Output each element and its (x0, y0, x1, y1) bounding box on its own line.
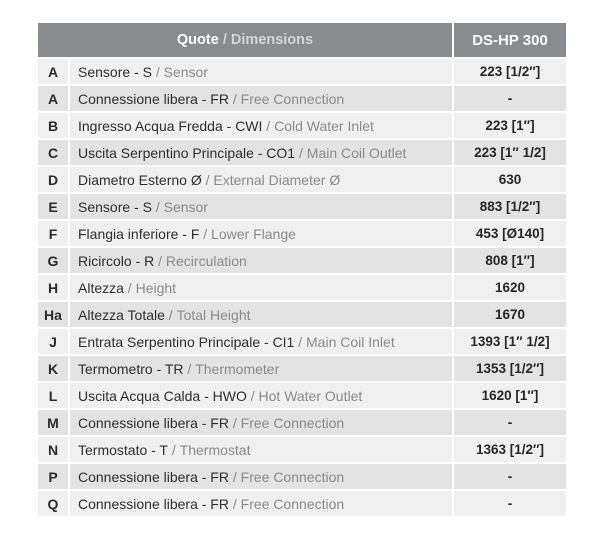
row-description-italian: Entrata Serpentino Principale - CI1 (78, 333, 295, 350)
table-row (38, 59, 566, 84)
row-description (70, 248, 452, 273)
row-description-english: Free Connection (240, 495, 345, 512)
row-description-separator: / (151, 63, 164, 80)
row-code: J (38, 329, 68, 354)
row-description-separator: / (151, 198, 164, 215)
row-code: P (38, 464, 68, 489)
table-row (38, 248, 566, 273)
row-value: 883 [1/2″] (454, 194, 566, 219)
row-description-italian: Diametro Esterno Ø (78, 171, 202, 188)
row-description-italian: Altezza Totale (78, 306, 165, 323)
row-description-italian: Termometro - TR (78, 360, 184, 377)
row-description-english: Hot Water Outlet (258, 387, 363, 404)
row-code: K (38, 356, 68, 381)
row-description-english: Thermostat (179, 441, 251, 458)
row-value: 1353 [1/2″] (454, 356, 566, 381)
row-description (70, 59, 452, 84)
row-description-italian: Connessione libera - FR (78, 90, 229, 107)
row-description (70, 464, 452, 489)
row-description-separator: / (201, 171, 214, 188)
table-row (38, 437, 566, 462)
row-value: - (454, 491, 566, 516)
row-description-english: Main Coil Inlet (306, 333, 395, 350)
row-description (70, 437, 452, 462)
row-value: 630 (454, 167, 566, 192)
table-row (38, 167, 566, 192)
row-description-italian: Termostato - T (78, 441, 168, 458)
row-description-italian: Connessione libera - FR (78, 495, 229, 512)
row-code: D (38, 167, 68, 192)
row-description-english: Free Connection (240, 468, 345, 485)
header-dimensions-label: Dimensions (230, 32, 314, 48)
row-description-separator: / (228, 90, 241, 107)
row-code: M (38, 410, 68, 435)
row-code: H (38, 275, 68, 300)
table-row (38, 410, 566, 435)
row-description (70, 221, 452, 246)
row-description-italian: Flangia inferiore - F (78, 225, 200, 242)
row-value: 223 [1/2″] (454, 59, 566, 84)
row-description-english: Thermometer (195, 360, 280, 377)
row-description (70, 356, 452, 381)
row-description-separator: / (168, 441, 180, 458)
table-row (38, 383, 566, 408)
row-description-separator: / (199, 225, 212, 242)
table-row (38, 86, 566, 111)
row-description-separator: / (294, 333, 307, 350)
row-description-italian: Altezza (78, 279, 124, 296)
row-code: E (38, 194, 68, 219)
row-value: 453 [Ø140] (454, 221, 566, 246)
row-description-italian: Sensore - S (78, 198, 152, 215)
header-quote-label: Quote (176, 32, 219, 48)
table-row (38, 464, 566, 489)
row-description (70, 275, 452, 300)
row-code: G (38, 248, 68, 273)
row-description (70, 302, 452, 327)
row-description-italian: Ricircolo - R (78, 252, 155, 269)
row-value: 1620 [1″] (454, 383, 566, 408)
row-description-english: Free Connection (240, 90, 345, 107)
table-row (38, 491, 566, 516)
row-value: - (454, 410, 566, 435)
row-description-italian: Connessione libera - FR (78, 414, 229, 431)
table-row (38, 356, 566, 381)
row-description-separator: / (154, 252, 166, 269)
row-description-english: Main Coil Outlet (306, 144, 407, 161)
row-description (70, 167, 452, 192)
header-model: DS-HP 300 (454, 23, 566, 57)
row-description-separator: / (164, 306, 177, 323)
row-description-italian: Uscita Acqua Calda - HWO (78, 387, 247, 404)
row-description-english: Recirculation (165, 252, 247, 269)
row-description-italian: Connessione libera - FR (78, 468, 229, 485)
row-description-english: Sensor (163, 198, 208, 215)
header-separator: / (218, 32, 231, 48)
row-value: - (454, 464, 566, 489)
table-row (38, 275, 566, 300)
row-description (70, 491, 452, 516)
row-code: A (38, 86, 68, 111)
row-description-separator: / (183, 360, 196, 377)
row-value: 1670 (454, 302, 566, 327)
row-description-english: Lower Flange (211, 225, 296, 242)
row-description (70, 383, 452, 408)
row-description-english: Cold Water Inlet (274, 117, 374, 134)
row-value: 223 [1″ 1/2] (454, 140, 566, 165)
row-description (70, 194, 452, 219)
row-code: C (38, 140, 68, 165)
row-description (70, 86, 452, 111)
row-value: 1620 (454, 275, 566, 300)
header-quote-dimensions (38, 23, 452, 57)
row-value: 808 [1″] (454, 248, 566, 273)
table-row (38, 221, 566, 246)
table-row (38, 302, 566, 327)
table-header (38, 23, 566, 57)
row-code: N (38, 437, 68, 462)
row-description-english: Sensor (163, 63, 208, 80)
row-description-separator: / (262, 117, 275, 134)
row-description-separator: / (295, 144, 307, 161)
row-code: A (38, 59, 68, 84)
row-value: 223 [1″] (454, 113, 566, 138)
row-description-english: Height (135, 279, 177, 296)
row-description-separator: / (228, 414, 241, 431)
row-description-english: External Diameter Ø (213, 171, 341, 188)
row-description (70, 410, 452, 435)
row-value: 1393 [1″ 1/2] (454, 329, 566, 354)
row-description (70, 113, 452, 138)
table-row (38, 194, 566, 219)
row-description-italian: Uscita Serpentino Principale - CO1 (78, 144, 296, 161)
row-description-english: Free Connection (240, 414, 345, 431)
row-value: - (454, 86, 566, 111)
table-row (38, 140, 566, 165)
row-description-italian: Ingresso Acqua Fredda - CWI (78, 117, 263, 134)
row-description (70, 329, 452, 354)
row-code: Ha (38, 302, 68, 327)
row-description-italian: Sensore - S (78, 63, 152, 80)
row-description-separator: / (228, 468, 241, 485)
row-description-separator: / (228, 495, 241, 512)
table-row (38, 329, 566, 354)
row-code: F (38, 221, 68, 246)
row-description (70, 140, 452, 165)
row-value: 1363 [1/2″] (454, 437, 566, 462)
row-description-separator: / (246, 387, 259, 404)
row-code: L (38, 383, 68, 408)
dimensions-table (38, 23, 566, 516)
table-row (38, 113, 566, 138)
row-description-english: Total Height (176, 306, 251, 323)
row-description-separator: / (123, 279, 136, 296)
table-body (38, 59, 566, 516)
row-code: Q (38, 491, 68, 516)
row-code: B (38, 113, 68, 138)
